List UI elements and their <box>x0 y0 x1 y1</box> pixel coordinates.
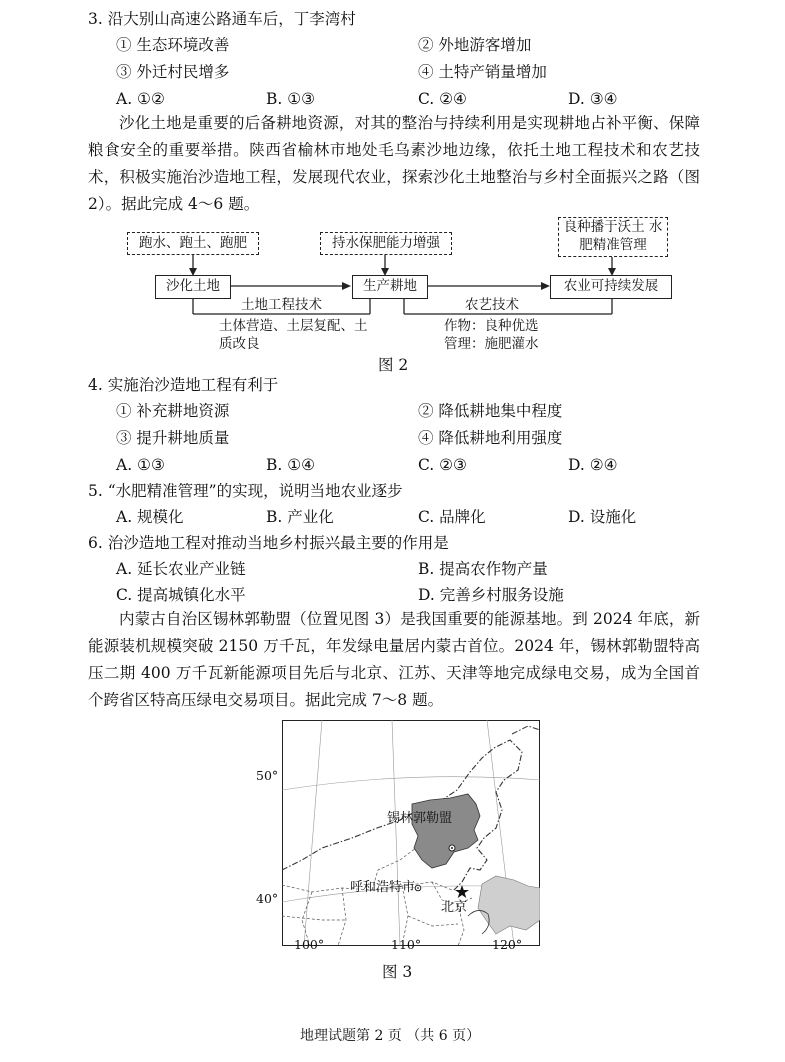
q6-option-a: A. 延长农业产业链 <box>116 560 246 578</box>
q4-option-c: C. ②③ <box>418 456 467 474</box>
q3-option-d: D. ③④ <box>568 90 618 108</box>
q6-option-b: B. 提高农作物产量 <box>418 560 548 578</box>
map-canvas <box>282 720 540 946</box>
fig2-note-land: 土体营造、土层复配、土质改良 <box>219 318 368 352</box>
fig2-top-box-1: 跑水、跑土、跑肥 <box>127 232 259 255</box>
page-footer: 地理试题第 2 页 （共 6 页） <box>300 1028 481 1044</box>
q3-option-a: A. ①② <box>116 90 165 108</box>
fig2-node-farmland: 生产耕地 <box>352 275 428 299</box>
q3-item-2: ② 外地游客增加 <box>418 36 532 54</box>
map-lon-100: 100° <box>294 937 325 952</box>
q5-option-d: D. 设施化 <box>568 508 637 526</box>
q6-option-c: C. 提高城镇化水平 <box>116 586 246 604</box>
fig2-top-box-2: 持水保肥能力增强 <box>320 232 452 255</box>
fig2-note-crop: 作物：良种优选 <box>444 318 539 334</box>
fig2-caption: 图 2 <box>378 356 409 374</box>
map-lat-50: 50° <box>256 768 279 783</box>
map-lon-110: 110° <box>391 937 422 952</box>
map-label-xilingol: 锡林郭勒盟 <box>387 811 453 826</box>
intro-paragraph-2: 内蒙古自治区锡林郭勒盟（位置见图 3）是我国重要的能源基地。到 2024 年底，新能源装机规模突破 2150 万千瓦，年发绿电量居内蒙古首位。2024 年，锡林郭勒盟特高压二期 400 万千瓦新能源项目先后与北京、江苏、天津等地完成绿电交易，成为全国首个跨省区特高压绿电交易项目。据此完成 7～8 题。 <box>88 610 700 709</box>
q4-option-b: B. ①④ <box>266 456 316 474</box>
map-label-hohhot: 呼和浩特市 <box>350 880 416 895</box>
fig3-caption: 图 3 <box>382 963 413 981</box>
q3-item-1: ① 生态环境改善 <box>116 36 230 54</box>
fig2-note-manage: 管理：施肥灌水 <box>444 336 539 352</box>
map-lat-40: 40° <box>256 891 279 906</box>
q4-item-3: ③ 提升耕地质量 <box>116 429 230 447</box>
q3-stem: 3. 沿大别山高速公路通车后，丁李湾村 <box>88 10 356 28</box>
q5-stem: 5. “水肥精准管理”的实现，说明当地农业逐步 <box>88 482 403 500</box>
q6-option-d: D. 完善乡村服务设施 <box>418 586 564 604</box>
q6-stem: 6. 治沙造地工程对推动当地乡村振兴最主要的作用是 <box>88 534 449 552</box>
map-label-beijing: 北京 <box>441 900 468 915</box>
fig2-tech-agri: 农艺技术 <box>465 297 519 313</box>
q4-option-a: A. ①③ <box>116 456 165 474</box>
fig2-node-sustainable: 农业可持续发展 <box>550 275 672 299</box>
fig2-top-box-3: 良种播于沃土 水肥精准管理 <box>558 217 668 257</box>
q4-item-1: ① 补充耕地资源 <box>116 402 230 420</box>
q5-option-a: A. 规模化 <box>116 508 184 526</box>
q5-option-c: C. 品牌化 <box>418 508 486 526</box>
figure-2-connectors <box>0 0 785 360</box>
fig2-node-sandy-land: 沙化土地 <box>155 275 231 299</box>
q3-item-4: ④ 土特产销量增加 <box>418 63 547 81</box>
q5-option-b: B. 产业化 <box>266 508 334 526</box>
q3-option-b: B. ①③ <box>266 90 316 108</box>
q4-option-d: D. ②④ <box>568 456 618 474</box>
fig2-tech-land: 土地工程技术 <box>241 297 322 313</box>
q3-option-c: C. ②④ <box>418 90 467 108</box>
q4-stem: 4. 实施治沙造地工程有利于 <box>88 376 279 394</box>
intro-paragraph-1: 沙化土地是重要的后备耕地资源，对其的整治与持续利用是实现耕地占补平衡、保障粮食安全的重要举措。陕西省榆林市地处毛乌素沙地边缘，依托土地工程技术和农艺技术，积极实施治沙造地工程，发展现代农业，探索沙化土地整治与乡村全面振兴之路（图 2）。据此完成 4～6 题。 <box>88 114 700 213</box>
map-lon-120: 120° <box>492 937 523 952</box>
q4-item-2: ② 降低耕地集中程度 <box>418 402 563 420</box>
q4-item-4: ④ 降低耕地利用强度 <box>418 429 563 447</box>
q3-item-3: ③ 外迁村民增多 <box>116 63 230 81</box>
